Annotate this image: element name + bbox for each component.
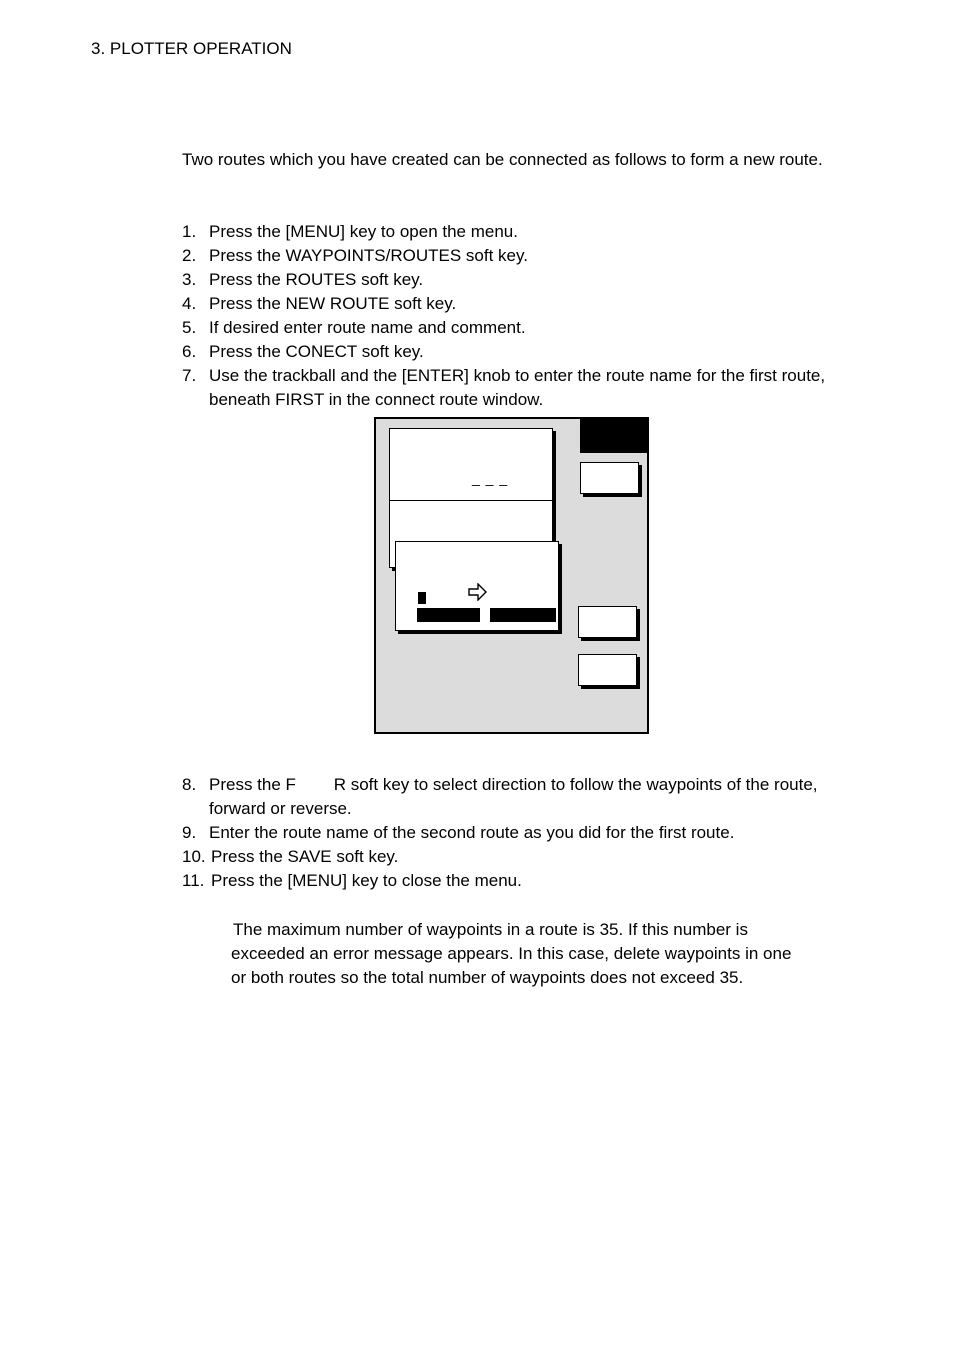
step-item	[182, 869, 842, 893]
window-divider	[390, 500, 552, 501]
step-text: Press the [MENU] key to close the menu.	[211, 871, 522, 890]
direction-arrow-icon	[468, 583, 488, 601]
note-paragraph	[231, 918, 851, 990]
text-cursor	[418, 592, 426, 604]
step-item	[182, 821, 842, 845]
step-number: 4.	[182, 294, 197, 313]
step-number: 5.	[182, 318, 197, 337]
intro-paragraph: Two routes which you have created can be connected as follows to form a new route.	[182, 150, 823, 169]
step-text: Press the CONECT soft key.	[209, 342, 424, 361]
step-number: 7.	[182, 366, 197, 385]
step-text: Press the [MENU] key to open the menu.	[209, 222, 518, 241]
soft-key-1	[580, 462, 639, 494]
step-item	[182, 364, 842, 412]
step-text: Press the F R soft key to select direction to follow the waypoints of the route, forward or reverse.	[209, 775, 823, 818]
step-item	[182, 316, 842, 340]
steps-list-part1	[182, 220, 842, 412]
step-item	[182, 773, 842, 821]
note-line: The maximum number of waypoints in a route is 35. If this number is	[233, 920, 748, 939]
step-number: 6.	[182, 342, 197, 361]
step-item	[182, 244, 842, 268]
note-line: exceeded an error message appears. In this case, delete waypoints in one	[231, 944, 792, 963]
note-line: or both routes so the total number of waypoints does not exceed 35.	[231, 968, 744, 987]
connect-route-window	[395, 541, 559, 631]
section-header: 3. PLOTTER OPERATION	[91, 39, 292, 58]
step-number: 2.	[182, 246, 197, 265]
step-text: If desired enter route name and comment.	[209, 318, 526, 337]
step-number: 10.	[182, 847, 206, 866]
step-text: Press the ROUTES soft key.	[209, 270, 424, 289]
first-route-name-field	[417, 608, 480, 622]
step-text: Press the SAVE soft key.	[211, 847, 399, 866]
step-number: 1.	[182, 222, 197, 241]
soft-key-2	[578, 606, 637, 638]
step-text: Enter the route name of the second route as you did for the first route.	[209, 823, 735, 842]
second-route-name-field	[490, 608, 556, 622]
route-name-placeholder: _ _ _	[472, 470, 509, 486]
step-item	[182, 268, 842, 292]
screen-title-block	[580, 418, 647, 453]
step-text: Use the trackball and the [ENTER] knob to enter the route name for the first route, beneath FIRST in the connect route window.	[209, 366, 826, 409]
step-item	[182, 340, 842, 364]
step-item	[182, 220, 842, 244]
step-text: Press the NEW ROUTE soft key.	[209, 294, 457, 313]
step-number: 8.	[182, 775, 197, 794]
step-number: 9.	[182, 823, 197, 842]
soft-key-3	[578, 654, 637, 686]
step-item	[182, 292, 842, 316]
steps-list-part2	[182, 773, 842, 893]
step-text: Press the WAYPOINTS/ROUTES soft key.	[209, 246, 528, 265]
step-item	[182, 845, 842, 869]
step-number: 3.	[182, 270, 197, 289]
step-number: 11.	[182, 871, 205, 890]
connect-route-screen-illustration	[374, 417, 649, 734]
